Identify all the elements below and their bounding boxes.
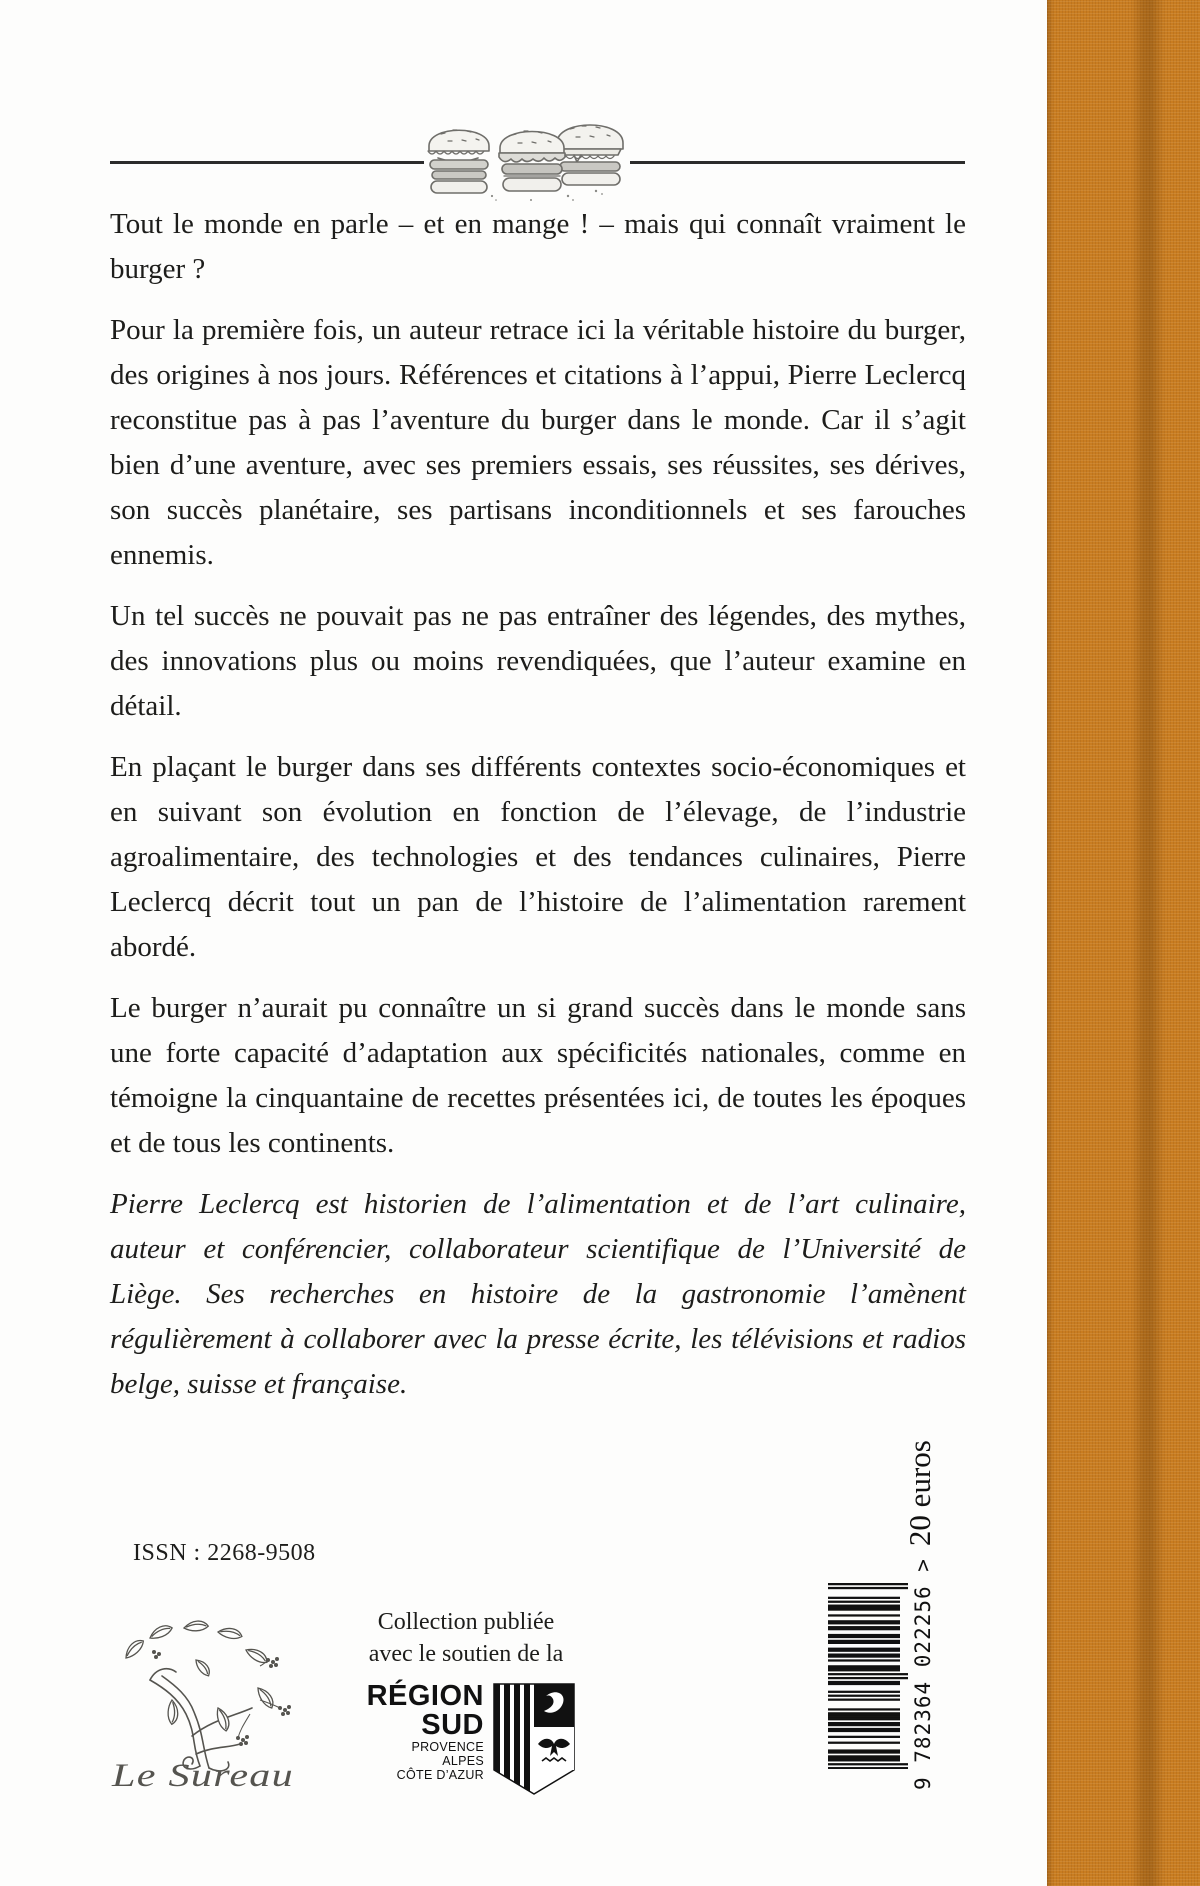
body-paragraph: Un tel succès ne pouvait pas ne pas entraîner des légendes, des mythes, des innovations plus ou moins revendiquées, que l’auteur examine en détail. [110,600,966,722]
region-logo-subtitle: PROVENCE [411,1740,484,1754]
price-label: 20 euros [902,1440,937,1547]
author-bio: Pierre Leclercq est historien de l’alimentation et de l’art culinaire, auteur et conférencier, collaborateur scientifique de l’Université de Liège. Ses recherches en histoire de la gastronomie l’amènent régulièrement à collaborer avec la presse écrite, les télévisions et radios belge, suisse et française. [110,1188,966,1400]
region-logo-name: RÉGION [366,1680,484,1712]
barcode-caption [902,1440,938,1790]
publisher-name-script: Le Sureau [110,1758,294,1794]
burgers-illustration [424,116,628,204]
barcode-image [828,1583,908,1769]
body-paragraph: Pour la première fois, un auteur retrace ici la véritable histoire du burger, des origines à nos jours. Références et citations à l’appui, Pierre Leclercq reconstitue pas à pas l’aventure du burger dans le monde. Car il s’agit bien d’une aventure, avec ses premiers essais, ses réussites, ses dérives, son succès planétaire, ses partisans inconditionnels et ses farouches ennemis. [110,314,966,571]
region-logo-subtitle: ALPES [442,1754,484,1768]
collection-block [356,1606,576,1796]
issn-label: ISSN : 2268-9508 [133,1540,316,1566]
ornament-rule-left [110,161,424,164]
ornament-rule-right [630,161,965,164]
collection-note-line1: Collection publiée [377,1609,555,1635]
back-cover-text [110,202,966,1423]
region-sud-logo [356,1682,576,1796]
body-paragraph: En plaçant le burger dans ses différents contextes socio-économiques et en suivant son évolution en fonction de l’élevage, de l’industrie agroalimentaire, des technologies et des tendances culinaires, Pierre Leclercq décrit tout un pan de l’histoire de l’alimentation rarement abordé. [110,751,966,963]
publisher-tree-logo [100,1596,305,1801]
burger-icon [557,125,623,195]
coat-of-arms-icon [492,1682,576,1796]
body-paragraph: Tout le monde en parle – et en mange ! – mais qui connaît vraiment le burger ? [110,208,966,285]
body-paragraph: Le burger n’aurait pu connaître un si grand succès dans le monde sans une forte capacité d’adaptation aux spécificités nationales, comme en témoigne la cinquantaine de recettes présentées ici, de toutes les époques et de tous les continents. [110,992,966,1159]
region-logo-name: SUD [421,1709,484,1741]
collection-note-line2: avec le soutien de la [368,1641,564,1667]
book-spine [1047,0,1200,1886]
region-logo-subtitle: CÔTE D’AZUR [396,1768,484,1782]
barcode-number: 9 782364 022256 > [911,1558,935,1790]
burger-icon [428,130,497,201]
